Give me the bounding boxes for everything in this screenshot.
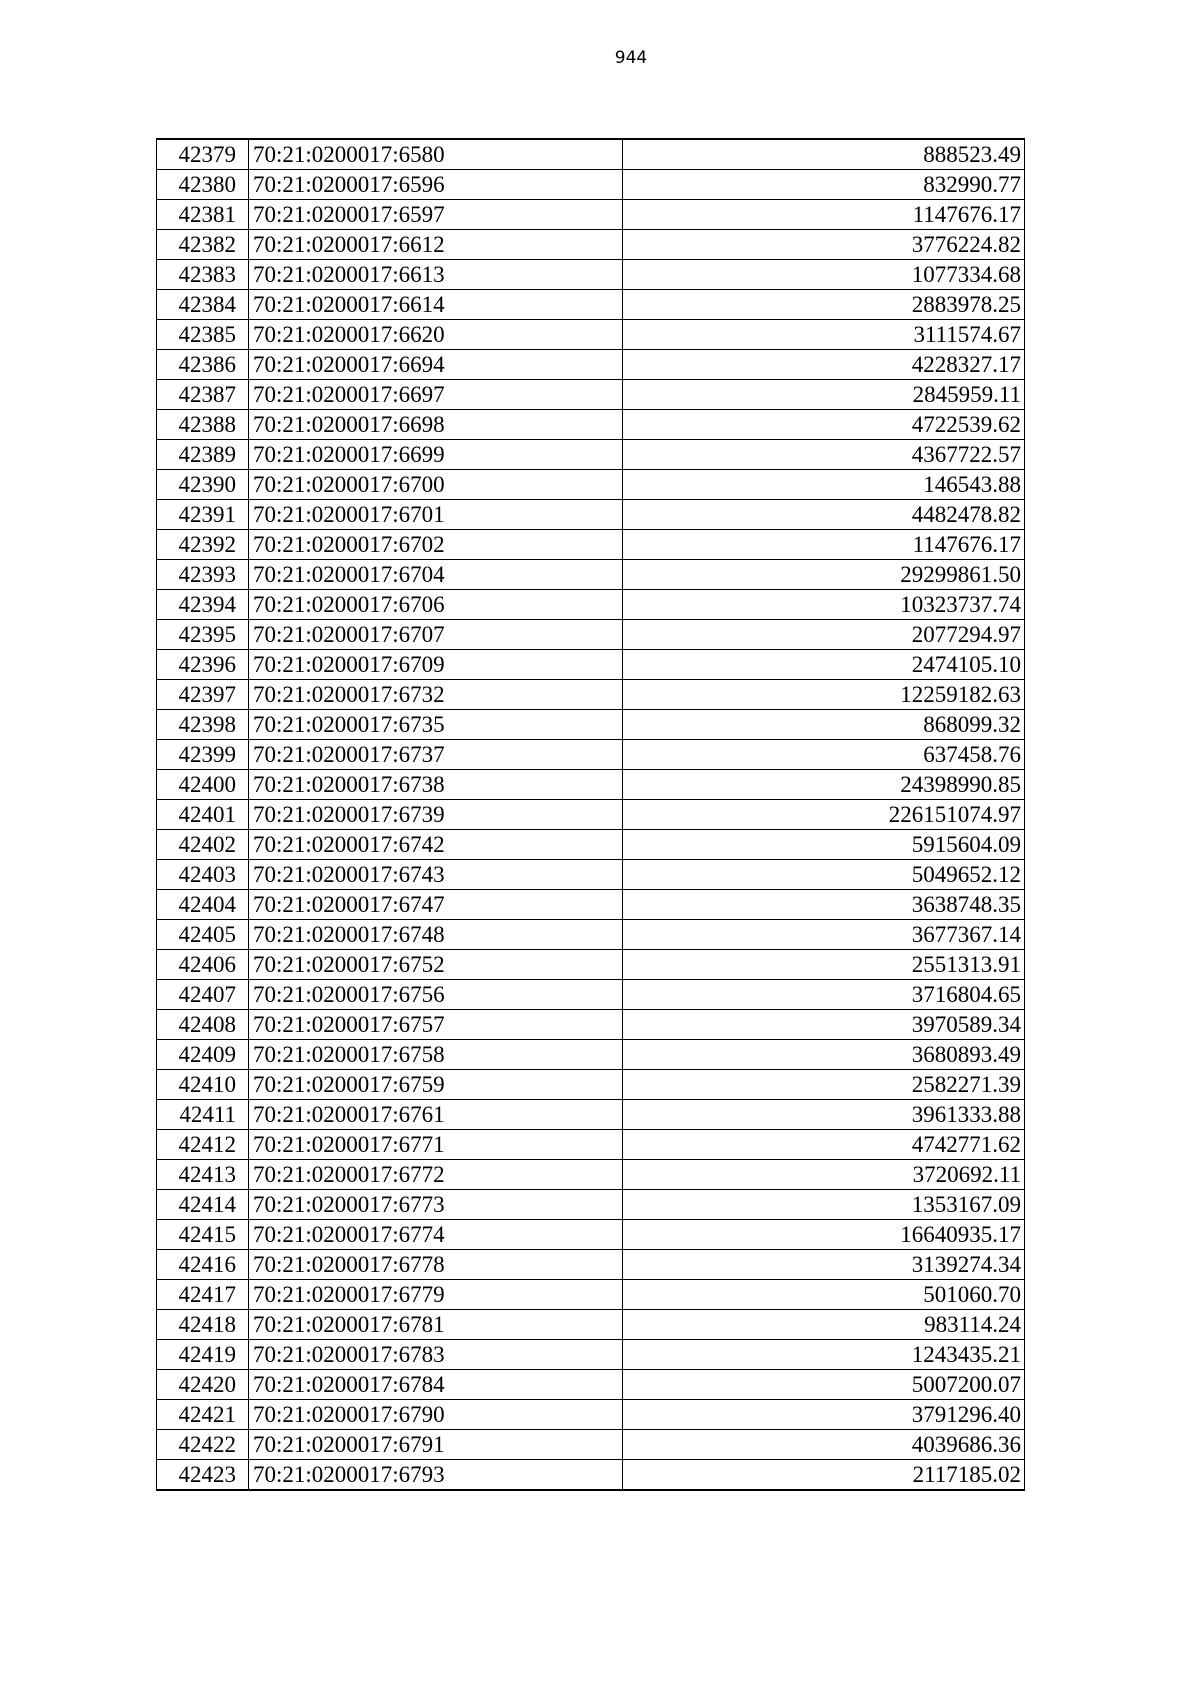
table-row [157, 290, 1025, 320]
cadastral-number-cell: 70:21:0200017:6758 [249, 1040, 623, 1070]
table-row [157, 1160, 1025, 1190]
row-number-cell: 42418 [157, 1310, 249, 1340]
table-row [157, 1460, 1025, 1491]
row-number-cell: 42399 [157, 740, 249, 770]
cadastral-number-cell: 70:21:0200017:6698 [249, 410, 623, 440]
row-number-cell: 42422 [157, 1430, 249, 1460]
cadastral-value-cell: 3680893.49 [623, 1040, 1025, 1070]
cadastral-value-cell: 5049652.12 [623, 860, 1025, 890]
table-row [157, 440, 1025, 470]
table-row [157, 1130, 1025, 1160]
row-number-cell: 42394 [157, 590, 249, 620]
table-row [157, 590, 1025, 620]
cadastral-value-cell: 4367722.57 [623, 440, 1025, 470]
cadastral-number-cell: 70:21:0200017:6738 [249, 770, 623, 800]
cadastral-value-cell: 3791296.40 [623, 1400, 1025, 1430]
row-number-cell: 42413 [157, 1160, 249, 1190]
cadastral-value-cell: 4742771.62 [623, 1130, 1025, 1160]
cadastral-value-cell: 5915604.09 [623, 830, 1025, 860]
row-number-cell: 42409 [157, 1040, 249, 1070]
row-number-cell: 42400 [157, 770, 249, 800]
cadastral-value-cell: 1243435.21 [623, 1340, 1025, 1370]
cadastral-value-cell: 637458.76 [623, 740, 1025, 770]
table-row [157, 950, 1025, 980]
cadastral-number-cell: 70:21:0200017:6701 [249, 500, 623, 530]
table-row [157, 530, 1025, 560]
row-number-cell: 42416 [157, 1250, 249, 1280]
cadastral-number-cell: 70:21:0200017:6702 [249, 530, 623, 560]
table-row [157, 350, 1025, 380]
table-row [157, 1220, 1025, 1250]
table-row [157, 1100, 1025, 1130]
cadastral-value-cell: 1147676.17 [623, 200, 1025, 230]
row-number-cell: 42412 [157, 1130, 249, 1160]
table-row [157, 1370, 1025, 1400]
cadastral-number-cell: 70:21:0200017:6700 [249, 470, 623, 500]
table-row [157, 890, 1025, 920]
cadastral-number-cell: 70:21:0200017:6778 [249, 1250, 623, 1280]
row-number-cell: 42393 [157, 560, 249, 590]
table-row [157, 230, 1025, 260]
row-number-cell: 42396 [157, 650, 249, 680]
cadastral-value-cell: 2117185.02 [623, 1460, 1025, 1491]
cadastral-value-cell: 1353167.09 [623, 1190, 1025, 1220]
cadastral-value-cell: 4228327.17 [623, 350, 1025, 380]
table-row [157, 1190, 1025, 1220]
table-row [157, 980, 1025, 1010]
cadastral-number-cell: 70:21:0200017:6699 [249, 440, 623, 470]
cadastral-number-cell: 70:21:0200017:6709 [249, 650, 623, 680]
row-number-cell: 42390 [157, 470, 249, 500]
row-number-cell: 42421 [157, 1400, 249, 1430]
cadastral-value-cell: 3961333.88 [623, 1100, 1025, 1130]
table-row [157, 800, 1025, 830]
cadastral-number-cell: 70:21:0200017:6773 [249, 1190, 623, 1220]
cadastral-value-cell: 29299861.50 [623, 560, 1025, 590]
table-row [157, 920, 1025, 950]
table-row [157, 320, 1025, 350]
row-number-cell: 42407 [157, 980, 249, 1010]
cadastral-number-cell: 70:21:0200017:6743 [249, 860, 623, 890]
cadastral-value-cell: 24398990.85 [623, 770, 1025, 800]
cadastral-value-cell: 3111574.67 [623, 320, 1025, 350]
row-number-cell: 42402 [157, 830, 249, 860]
row-number-cell: 42415 [157, 1220, 249, 1250]
row-number-cell: 42408 [157, 1010, 249, 1040]
cadastral-number-cell: 70:21:0200017:6704 [249, 560, 623, 590]
cadastral-number-cell: 70:21:0200017:6752 [249, 950, 623, 980]
table-row [157, 139, 1025, 170]
row-number-cell: 42379 [157, 139, 249, 170]
cadastral-number-cell: 70:21:0200017:6774 [249, 1220, 623, 1250]
table-row [157, 200, 1025, 230]
cadastral-value-cell: 2077294.97 [623, 620, 1025, 650]
cadastral-value-cell: 4722539.62 [623, 410, 1025, 440]
row-number-cell: 42381 [157, 200, 249, 230]
table-row [157, 410, 1025, 440]
table-row [157, 1400, 1025, 1430]
row-number-cell: 42410 [157, 1070, 249, 1100]
cadastral-value-cell: 146543.88 [623, 470, 1025, 500]
cadastral-number-cell: 70:21:0200017:6737 [249, 740, 623, 770]
row-number-cell: 42382 [157, 230, 249, 260]
cadastral-number-cell: 70:21:0200017:6597 [249, 200, 623, 230]
cadastral-number-cell: 70:21:0200017:6790 [249, 1400, 623, 1430]
table-row [157, 1070, 1025, 1100]
cadastral-number-cell: 70:21:0200017:6772 [249, 1160, 623, 1190]
cadastral-value-cell: 4039686.36 [623, 1430, 1025, 1460]
cadastral-value-cell: 5007200.07 [623, 1370, 1025, 1400]
table-row [157, 770, 1025, 800]
cadastral-number-cell: 70:21:0200017:6747 [249, 890, 623, 920]
row-number-cell: 42411 [157, 1100, 249, 1130]
table-row [157, 1010, 1025, 1040]
cadastral-value-cell: 2582271.39 [623, 1070, 1025, 1100]
cadastral-number-cell: 70:21:0200017:6771 [249, 1130, 623, 1160]
cadastral-value-cell: 983114.24 [623, 1310, 1025, 1340]
table-row [157, 740, 1025, 770]
cadastral-value-cell: 3638748.35 [623, 890, 1025, 920]
cadastral-value-cell: 3776224.82 [623, 230, 1025, 260]
cadastral-value-table [156, 138, 1025, 1491]
table-row [157, 830, 1025, 860]
row-number-cell: 42405 [157, 920, 249, 950]
cadastral-number-cell: 70:21:0200017:6742 [249, 830, 623, 860]
cadastral-value-cell: 832990.77 [623, 170, 1025, 200]
row-number-cell: 42397 [157, 680, 249, 710]
cadastral-number-cell: 70:21:0200017:6612 [249, 230, 623, 260]
table-row [157, 710, 1025, 740]
table-row [157, 1280, 1025, 1310]
row-number-cell: 42404 [157, 890, 249, 920]
cadastral-number-cell: 70:21:0200017:6580 [249, 139, 623, 170]
cadastral-value-cell: 3720692.11 [623, 1160, 1025, 1190]
row-number-cell: 42403 [157, 860, 249, 890]
cadastral-number-cell: 70:21:0200017:6784 [249, 1370, 623, 1400]
cadastral-value-cell: 1147676.17 [623, 530, 1025, 560]
cadastral-value-cell: 226151074.97 [623, 800, 1025, 830]
cadastral-number-cell: 70:21:0200017:6620 [249, 320, 623, 350]
cadastral-number-cell: 70:21:0200017:6783 [249, 1340, 623, 1370]
table-row [157, 620, 1025, 650]
table-row [157, 1040, 1025, 1070]
table-row [157, 1310, 1025, 1340]
table-row [157, 1250, 1025, 1280]
cadastral-number-cell: 70:21:0200017:6735 [249, 710, 623, 740]
cadastral-number-cell: 70:21:0200017:6706 [249, 590, 623, 620]
cadastral-number-cell: 70:21:0200017:6757 [249, 1010, 623, 1040]
cadastral-number-cell: 70:21:0200017:6793 [249, 1460, 623, 1491]
cadastral-value-cell: 3677367.14 [623, 920, 1025, 950]
table-row [157, 260, 1025, 290]
cadastral-value-cell: 868099.32 [623, 710, 1025, 740]
row-number-cell: 42417 [157, 1280, 249, 1310]
table-row [157, 470, 1025, 500]
table-row [157, 680, 1025, 710]
cadastral-value-cell: 10323737.74 [623, 590, 1025, 620]
table-row [157, 560, 1025, 590]
cadastral-value-cell: 2551313.91 [623, 950, 1025, 980]
cadastral-value-cell: 12259182.63 [623, 680, 1025, 710]
cadastral-number-cell: 70:21:0200017:6739 [249, 800, 623, 830]
cadastral-value-cell: 1077334.68 [623, 260, 1025, 290]
row-number-cell: 42384 [157, 290, 249, 320]
cadastral-number-cell: 70:21:0200017:6761 [249, 1100, 623, 1130]
cadastral-number-cell: 70:21:0200017:6596 [249, 170, 623, 200]
table-row [157, 650, 1025, 680]
cadastral-number-cell: 70:21:0200017:6707 [249, 620, 623, 650]
cadastral-number-cell: 70:21:0200017:6732 [249, 680, 623, 710]
cadastral-value-cell: 4482478.82 [623, 500, 1025, 530]
cadastral-value-cell: 2474105.10 [623, 650, 1025, 680]
cadastral-number-cell: 70:21:0200017:6748 [249, 920, 623, 950]
row-number-cell: 42380 [157, 170, 249, 200]
row-number-cell: 42386 [157, 350, 249, 380]
cadastral-number-cell: 70:21:0200017:6756 [249, 980, 623, 1010]
row-number-cell: 42385 [157, 320, 249, 350]
table-row [157, 380, 1025, 410]
row-number-cell: 42387 [157, 380, 249, 410]
page-number: 944 [614, 48, 648, 68]
row-number-cell: 42406 [157, 950, 249, 980]
cadastral-number-cell: 70:21:0200017:6791 [249, 1430, 623, 1460]
row-number-cell: 42419 [157, 1340, 249, 1370]
row-number-cell: 42414 [157, 1190, 249, 1220]
cadastral-value-cell: 888523.49 [623, 139, 1025, 170]
table-row [157, 170, 1025, 200]
row-number-cell: 42398 [157, 710, 249, 740]
row-number-cell: 42388 [157, 410, 249, 440]
table-row [157, 860, 1025, 890]
cadastral-value-cell: 2883978.25 [623, 290, 1025, 320]
row-number-cell: 42389 [157, 440, 249, 470]
cadastral-number-cell: 70:21:0200017:6613 [249, 260, 623, 290]
row-number-cell: 42395 [157, 620, 249, 650]
table-row [157, 1340, 1025, 1370]
row-number-cell: 42391 [157, 500, 249, 530]
cadastral-value-cell: 501060.70 [623, 1280, 1025, 1310]
cadastral-value-cell: 16640935.17 [623, 1220, 1025, 1250]
row-number-cell: 42383 [157, 260, 249, 290]
table-row [157, 1430, 1025, 1460]
cadastral-value-cell: 3970589.34 [623, 1010, 1025, 1040]
cadastral-value-cell: 3139274.34 [623, 1250, 1025, 1280]
cadastral-number-cell: 70:21:0200017:6781 [249, 1310, 623, 1340]
cadastral-number-cell: 70:21:0200017:6614 [249, 290, 623, 320]
cadastral-number-cell: 70:21:0200017:6697 [249, 380, 623, 410]
cadastral-value-cell: 3716804.65 [623, 980, 1025, 1010]
cadastral-number-cell: 70:21:0200017:6694 [249, 350, 623, 380]
row-number-cell: 42401 [157, 800, 249, 830]
table-row [157, 500, 1025, 530]
cadastral-number-cell: 70:21:0200017:6779 [249, 1280, 623, 1310]
cadastral-number-cell: 70:21:0200017:6759 [249, 1070, 623, 1100]
table-body [157, 139, 1025, 1490]
row-number-cell: 42392 [157, 530, 249, 560]
cadastral-value-cell: 2845959.11 [623, 380, 1025, 410]
row-number-cell: 42423 [157, 1460, 249, 1491]
row-number-cell: 42420 [157, 1370, 249, 1400]
